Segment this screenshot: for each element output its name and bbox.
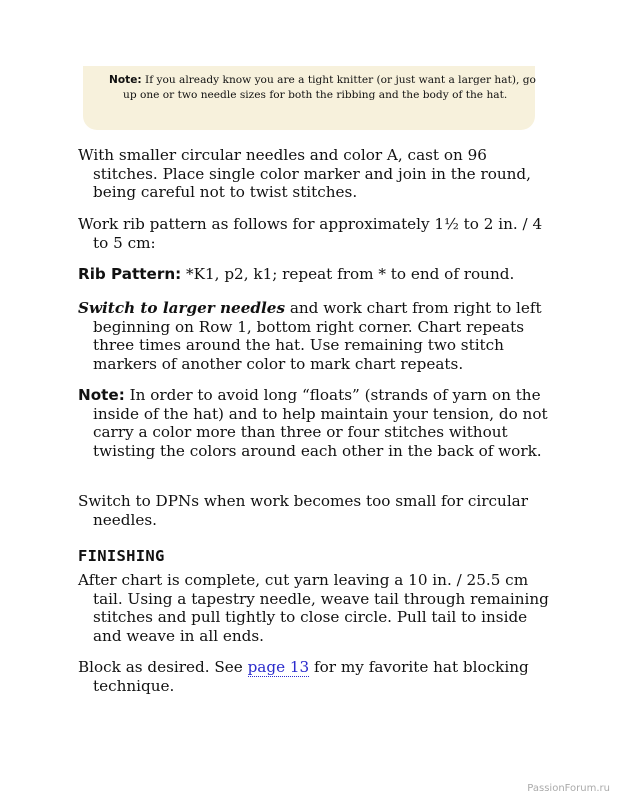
blocking-text-before: Block as desired. See [78, 658, 248, 676]
blocking-text-after: for my favorite hat blocking technique. [93, 658, 529, 695]
cast-on-paragraph: With smaller circular needles and color A, cast on 96 stitches. Place single color marker and join in the round, being careful not to twist stitches. [78, 146, 531, 202]
rib-pattern-label: Rib Pattern: [78, 265, 182, 283]
rib-work-paragraph: Work rib pattern as follows for approximately 1½ to 2 in. / 4 to 5 cm: [78, 215, 543, 252]
floats-note-label: Note: [78, 386, 125, 404]
note-callout-body: If you already know you are a tight knitter (or just want a larger hat), go up one or two needle sizes for both the ribbing and the body of the hat. [123, 74, 536, 101]
page-13-link[interactable]: page 13 [247, 658, 310, 676]
note-callout-label: Note: [109, 74, 142, 86]
note-callout-text [109, 73, 543, 102]
floats-note-text: In order to avoid long “floats” (strands of yarn on the inside of the hat) and to help maintain your tension, do not carry a color more than three or four stitches without twisting the colors around each other in the back of work. [93, 386, 548, 460]
switch-needles-text: and work chart from right to left beginning on Row 1, bottom right corner. Chart repeats three times around the hat. Use remaining two stitch markers of another color to mark chart repeats. [93, 299, 542, 373]
rib-pattern-paragraph [78, 265, 555, 284]
watermark: PassionForum.ru [527, 783, 610, 794]
floats-note-paragraph [78, 386, 555, 460]
switch-needles-label: Switch to larger needles [78, 299, 285, 317]
switch-needles-paragraph [78, 299, 555, 373]
blocking-paragraph [78, 658, 555, 695]
finishing-heading: FINISHING [78, 547, 165, 565]
finishing-paragraph: After chart is complete, cut yarn leaving a 10 in. / 25.5 cm tail. Using a tapestry needle, weave tail through remaining stitches and pull tightly to close circle. Pull tail to inside and weave in all ends. [78, 571, 549, 645]
dpns-paragraph: Switch to DPNs when work becomes too small for circular needles. [78, 492, 528, 529]
note-callout [83, 66, 535, 130]
rib-pattern-text: *K1, p2, k1; repeat from * to end of round. [181, 265, 515, 283]
